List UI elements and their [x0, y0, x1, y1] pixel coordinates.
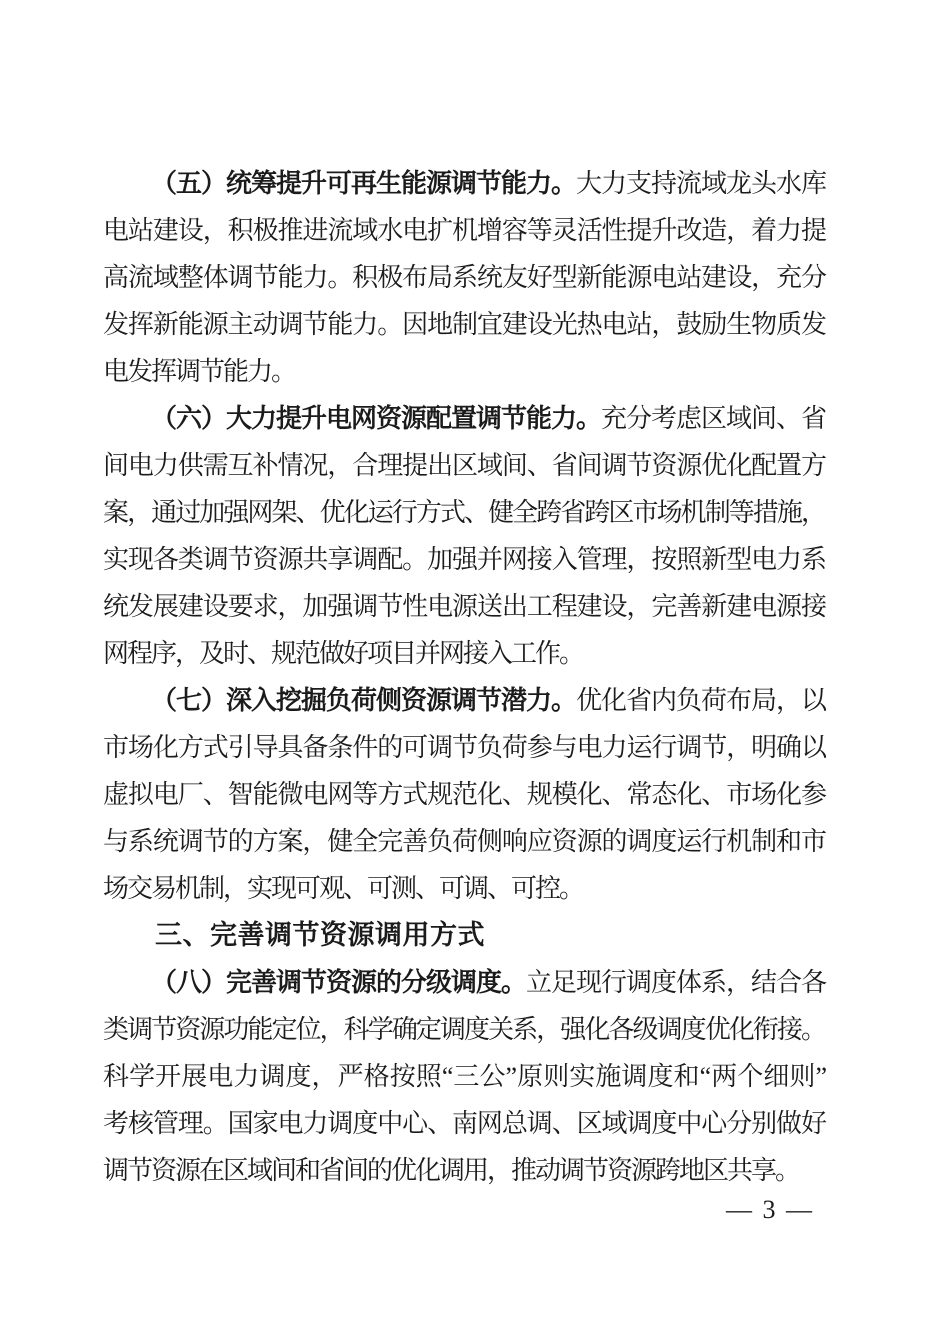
paragraph-8-first-line: [103, 959, 825, 1006]
page-number: — 3 —: [726, 1195, 814, 1224]
paragraph-5-first-rest: 大力支持流域龙头水库: [575, 169, 825, 198]
paragraph-8-lead: （八）完善调节资源的分级调度。: [151, 968, 526, 997]
paragraph-6-line: 统发展建设要求，加强调节性电源送出工程建设，完善新建电源接: [103, 592, 825, 621]
paragraph-6-last-line: 网程序，及时、规范做好项目并网接入工作。: [103, 639, 584, 668]
paragraph-7-last-line: 场交易机制，实现可观、可测、可调、可控。: [103, 874, 584, 903]
paragraph-6-lead: （六）大力提升电网资源配置调节能力。: [151, 404, 601, 433]
paragraph-6-line: 案，通过加强网架、优化运行方式、健全跨省跨区市场机制等措施，: [103, 498, 825, 527]
paragraph-7-line: 与系统调节的方案，健全完善负荷侧响应资源的调度运行机制和市: [103, 827, 825, 856]
section-heading: 三、完善调节资源调用方式: [155, 920, 485, 950]
document-body: [103, 160, 825, 1194]
paragraph-8-last-line: 调节资源在区域间和省间的优化调用，推动调节资源跨地区共享。: [103, 1156, 800, 1185]
paragraph-5-line: 电站建设，积极推进流域水电扩机增容等灵活性提升改造，着力提: [103, 216, 825, 245]
paragraph-7-first-rest: 优化省内负荷布局，以: [575, 686, 825, 715]
paragraph-5-last-line: 电发挥调节能力。: [103, 357, 296, 386]
paragraph-8-first-rest: 立足现行调度体系，结合各: [525, 968, 825, 997]
paragraph-5-line: 发挥新能源主动调节能力。因地制宜建设光热电站，鼓励生物质发: [103, 310, 825, 339]
paragraph-7-lead: （七）深入挖掘负荷侧资源调节潜力。: [151, 686, 576, 715]
paragraph-5-first-line: [103, 160, 825, 207]
paragraph-6: [103, 395, 825, 677]
paragraph-6-first-rest: 充分考虑区域间、省: [600, 404, 825, 433]
paragraph-7: [103, 677, 825, 912]
paragraph-6-first-line: [103, 395, 825, 442]
paragraph-8: [103, 959, 825, 1194]
paragraph-7-first-line: [103, 677, 825, 724]
paragraph-8-line: 考核管理。国家电力调度中心、南网总调、区域调度中心分别做好: [103, 1109, 825, 1138]
paragraph-5-lead: （五）统筹提升可再生能源调节能力。: [151, 169, 576, 198]
paragraph-8-line: 类调节资源功能定位，科学确定调度关系，强化各级调度优化衔接。: [103, 1015, 825, 1044]
paragraph-7-line: 市场化方式引导具备条件的可调节负荷参与电力运行调节，明确以: [103, 733, 825, 762]
paragraph-5: [103, 160, 825, 395]
paragraph-5-line: 高流域整体调节能力。积极布局系统友好型新能源电站建设，充分: [103, 263, 825, 292]
paragraph-7-line: 虚拟电厂、智能微电网等方式规范化、规模化、常态化、市场化参: [103, 780, 825, 809]
paragraph-6-line: 实现各类调节资源共享调配。加强并网接入管理，按照新型电力系: [103, 545, 825, 574]
paragraph-8-line: 科学开展电力调度，严格按照“三公”原则实施调度和“两个细则”: [103, 1062, 825, 1091]
paragraph-6-line: 间电力供需互补情况，合理提出区域间、省间调节资源优化配置方: [103, 451, 825, 480]
